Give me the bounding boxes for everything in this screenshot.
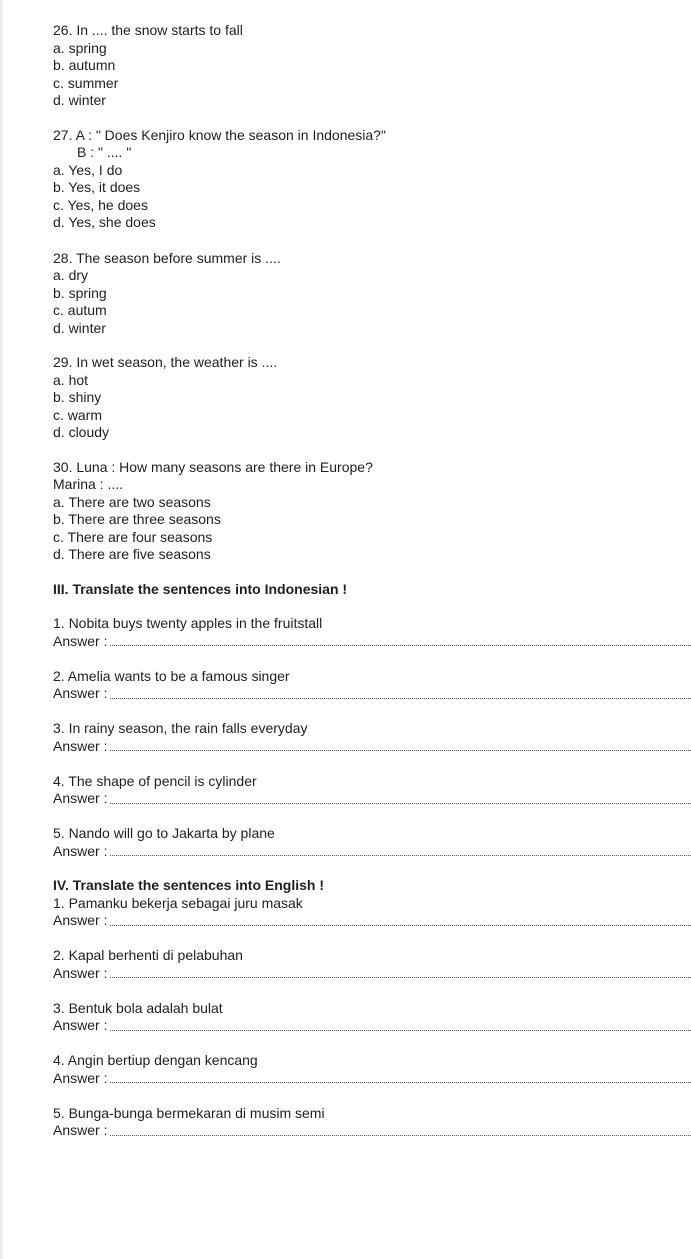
answer-blank-line[interactable] xyxy=(110,1070,691,1083)
question-30-text: 30. Luna : How many seasons are there in Europe? xyxy=(53,458,373,475)
section-3-item-3-sentence: 3. In rainy season, the rain falls everyday xyxy=(53,720,308,736)
section-4-item-2-sentence: 2. Kapal berhenti di pelabuhan xyxy=(53,947,243,963)
question-27-option-a: a. Yes, I do xyxy=(53,161,123,178)
answer-label: Answer : xyxy=(53,632,108,649)
question-26-option-a: a. spring xyxy=(53,39,107,56)
answer-label: Answer : xyxy=(53,737,108,754)
question-29-option-d: d. cloudy xyxy=(53,424,110,440)
section-3-item-2-answer-row xyxy=(53,685,691,703)
answer-label: Answer : xyxy=(53,1122,108,1138)
section-3-item-1-sentence: 1. Nobita buys twenty apples in the fruitstall xyxy=(53,615,323,631)
question-30 xyxy=(53,459,691,564)
section-3-item-1 xyxy=(53,615,691,650)
question-28-option-d: d. winter xyxy=(53,319,106,336)
section-4-item-4-answer-row xyxy=(53,1070,691,1088)
answer-blank-line[interactable] xyxy=(110,1123,691,1136)
question-26-option-b: b. autumn xyxy=(53,57,116,73)
section-4-item-1-answer-row xyxy=(53,912,691,930)
section-4 xyxy=(53,877,691,1140)
question-27-option-b: b. Yes, it does xyxy=(53,179,141,195)
answer-blank-line[interactable] xyxy=(110,843,691,856)
question-28-option-c: c. autum xyxy=(53,302,107,318)
section-3-item-1-answer-row xyxy=(53,633,691,651)
answer-label: Answer : xyxy=(53,1017,108,1033)
question-26 xyxy=(53,22,691,110)
section-3-item-4 xyxy=(53,773,691,808)
section-4-item-2 xyxy=(53,947,691,982)
section-3 xyxy=(53,581,691,861)
question-29-option-c: c. warm xyxy=(53,406,102,423)
answer-label: Answer : xyxy=(53,1069,108,1086)
section-4-item-5-sentence: 5. Bunga-bunga bermekaran di musim semi xyxy=(53,1104,325,1121)
answer-label: Answer : xyxy=(53,964,108,981)
question-27-option-d: d. Yes, she does xyxy=(53,214,156,230)
answer-blank-line[interactable] xyxy=(110,738,691,751)
section-3-spacer xyxy=(53,598,691,615)
section-3-item-5-sentence: 5. Nando will go to Jakarta by plane xyxy=(53,825,275,841)
section-3-item-3-answer-row xyxy=(53,738,691,756)
question-28-option-b: b. spring xyxy=(53,284,107,301)
section-4-item-5 xyxy=(53,1105,691,1140)
question-27-dialogue-b: B : " .... " xyxy=(77,144,132,160)
page-edge-shadow xyxy=(0,0,4,1259)
question-29 xyxy=(53,354,691,442)
section-4-item-3-answer-row xyxy=(53,1017,691,1035)
section-3-item-2 xyxy=(53,668,691,703)
answer-blank-line[interactable] xyxy=(110,686,691,699)
worksheet-content xyxy=(53,22,691,1140)
section-4-item-1-sentence: 1. Pamanku bekerja sebagai juru masak xyxy=(53,894,303,911)
answer-blank-line[interactable] xyxy=(110,633,691,646)
question-30-option-b: b. There are three seasons xyxy=(53,511,221,527)
question-29-option-b: b. shiny xyxy=(53,389,102,405)
section-3-item-4-answer-row xyxy=(53,790,691,808)
question-28-option-a: a. dry xyxy=(53,267,89,283)
section-3-item-2-sentence: 2. Amelia wants to be a famous singer xyxy=(53,667,290,684)
section-3-item-3 xyxy=(53,720,691,755)
section-3-title: III. Translate the sentences into Indonesian ! xyxy=(53,580,348,597)
question-26-option-d: d. winter xyxy=(53,92,106,108)
section-4-item-5-answer-row xyxy=(53,1122,691,1140)
section-4-item-3 xyxy=(53,1000,691,1035)
answer-label: Answer : xyxy=(53,842,108,859)
question-26-option-c: c. summer xyxy=(53,74,119,91)
answer-label: Answer : xyxy=(53,685,108,701)
answer-blank-line[interactable] xyxy=(110,1018,691,1031)
section-3-item-4-sentence: 4. The shape of pencil is cylinder xyxy=(53,772,257,789)
question-27-text: 27. A : " Does Kenjiro know the season in Indonesia?" xyxy=(53,126,386,143)
section-4-item-4-sentence: 4. Angin bertiup dengan kencang xyxy=(53,1052,258,1068)
section-4-item-3-sentence: 3. Bentuk bola adalah bulat xyxy=(53,999,223,1016)
question-29-option-a: a. hot xyxy=(53,371,89,388)
question-27-option-c: c. Yes, he does xyxy=(53,196,148,213)
answer-blank-line[interactable] xyxy=(110,913,691,926)
question-30-option-d: d. There are five seasons xyxy=(53,546,211,562)
question-28-text: 28. The season before summer is .... xyxy=(53,249,281,266)
section-4-item-4 xyxy=(53,1052,691,1087)
section-4-item-1 xyxy=(53,895,691,930)
section-3-item-5-answer-row xyxy=(53,843,691,861)
answer-blank-line[interactable] xyxy=(110,791,691,804)
section-4-item-2-answer-row xyxy=(53,965,691,983)
answer-blank-line[interactable] xyxy=(110,965,691,978)
question-30-dialogue-marina: Marina : .... xyxy=(53,476,124,492)
answer-label: Answer : xyxy=(53,790,108,806)
question-28 xyxy=(53,250,691,338)
section-4-title: IV. Translate the sentences into English ! xyxy=(53,877,325,893)
section-3-item-5 xyxy=(53,825,691,860)
question-29-text: 29. In wet season, the weather is .... xyxy=(53,354,278,370)
question-26-text: 26. In .... the snow starts to fall xyxy=(53,22,243,38)
question-27 xyxy=(53,127,691,232)
answer-label: Answer : xyxy=(53,912,108,928)
question-30-option-a: a. There are two seasons xyxy=(53,493,211,510)
question-30-option-c: c. There are four seasons xyxy=(53,528,213,545)
